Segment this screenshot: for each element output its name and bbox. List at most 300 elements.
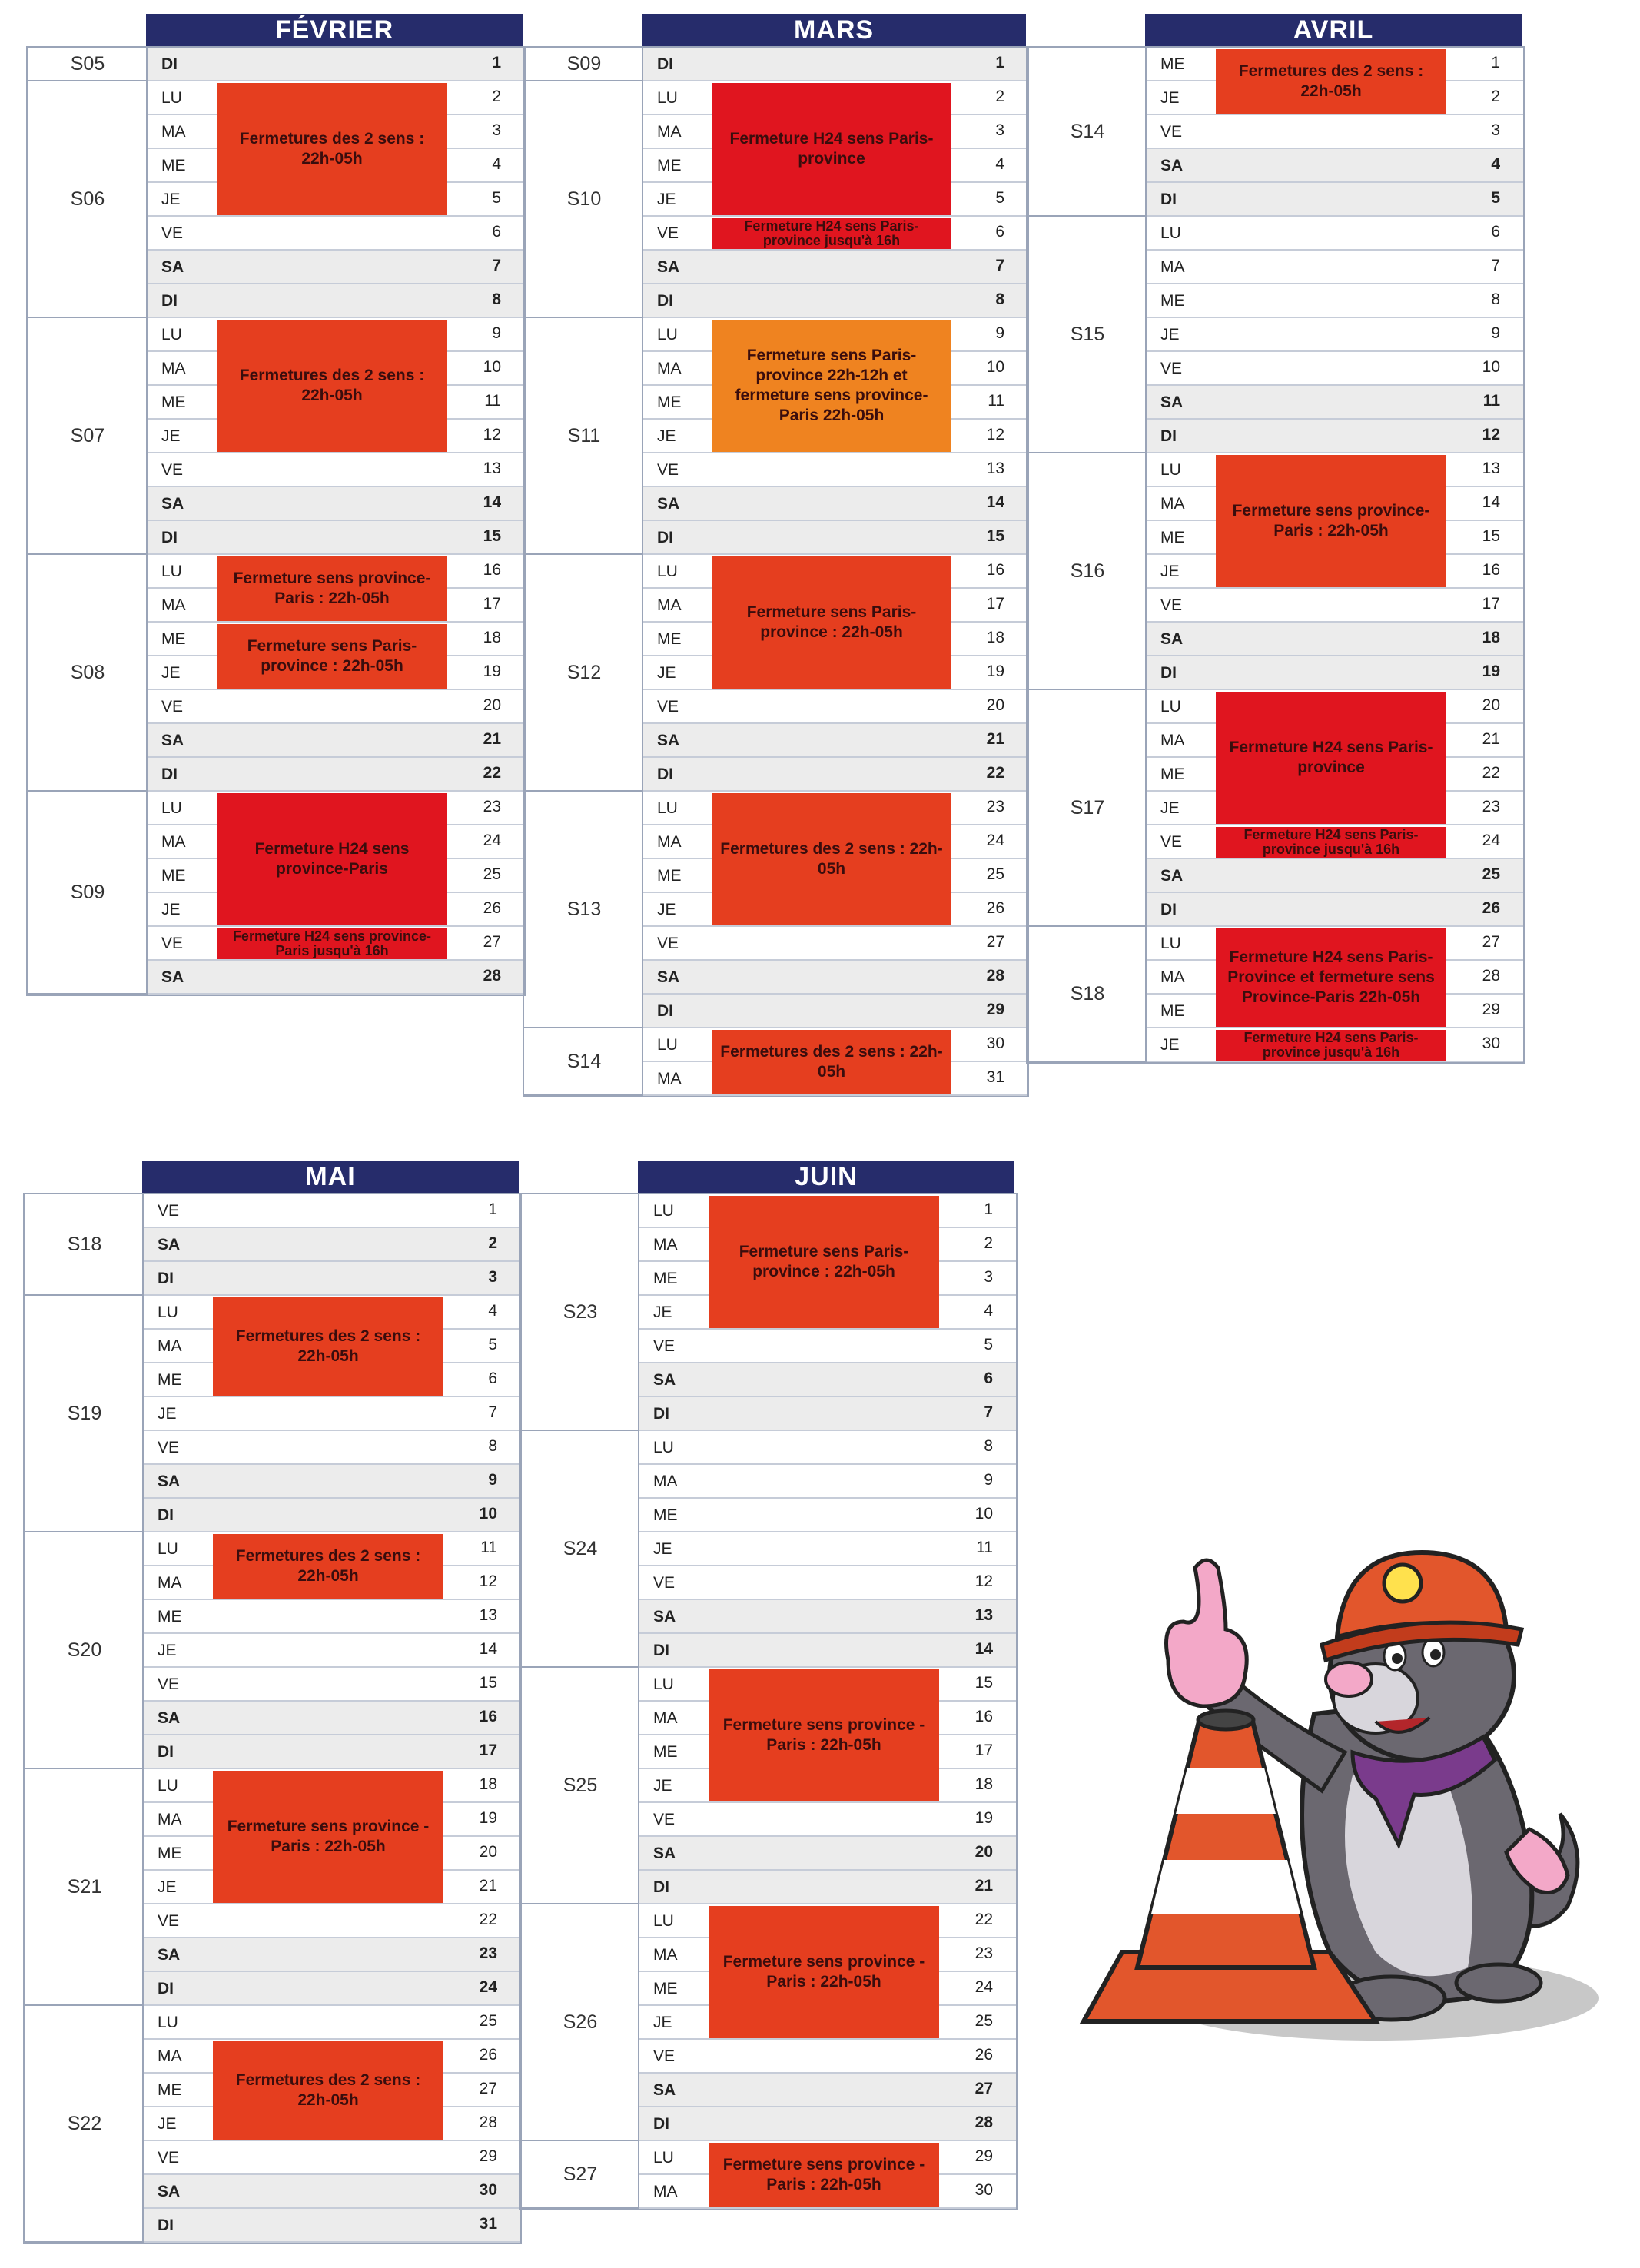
day-row [1147,589,1523,623]
week-label: S17 [1027,690,1147,927]
week-label: S08 [28,555,148,792]
week-label: S19 [25,1296,144,1532]
closure-block [1216,827,1446,858]
closure-text: Fermeture sens Paris-province 22h-12h et fermeture sens province-Paris 22h-05h [735,347,928,424]
day-name: LU [657,326,678,344]
day-number: 5 [995,189,1004,207]
day-name: LU [653,1439,674,1456]
day-number: 14 [1482,493,1500,511]
day-number: 9 [1491,324,1500,342]
day-row [639,1803,1016,1837]
closure-text: Fermeture sens Paris-province : 22h-05h [746,603,917,641]
day-number: 17 [1482,595,1500,613]
day-row [148,961,524,995]
day-number: 27 [479,2080,497,2097]
day-number: 30 [1482,1034,1500,1052]
day-row [144,1228,520,1262]
day-name: DI [161,765,178,783]
day-name: VE [653,1337,676,1355]
day-row [148,251,524,284]
closure-block [217,320,447,452]
day-row [148,284,524,318]
day-name: LU [1160,698,1181,716]
day-number: 10 [974,1505,993,1523]
day-row [144,1194,520,1228]
day-name: ME [657,393,682,411]
day-number: 29 [1482,1001,1500,1018]
closure-block [1216,49,1446,114]
day-number: 15 [479,1674,497,1692]
day-number: 7 [984,1403,993,1421]
day-name: LU [161,89,182,107]
day-number: 23 [479,1944,497,1962]
day-row [144,1972,520,2006]
day-number: 21 [986,730,1004,748]
day-number: 3 [492,121,501,139]
day-name: JE [161,191,181,208]
closure-block [712,83,951,215]
day-row [639,1600,1016,1634]
day-number: 24 [1482,832,1500,849]
day-name: JE [158,1642,177,1659]
day-number: 13 [986,460,1004,477]
day-row [148,217,524,251]
day-number: 19 [1482,662,1500,680]
day-name: SA [161,968,184,986]
day-name: DI [1160,191,1177,208]
day-name: JE [1160,563,1180,580]
day-number: 14 [483,493,501,511]
closure-text: Fermeture H24 sens Paris-province jusqu'à 16h [744,218,919,248]
day-name: MA [657,596,682,614]
day-name: SA [158,1946,181,1964]
day-number: 11 [1482,392,1500,410]
day-name: DI [1160,901,1177,918]
day-number: 19 [483,662,501,680]
day-number: 31 [479,2215,497,2233]
day-row [643,724,1027,758]
day-number: 14 [986,493,1004,511]
week-label: S16 [1027,453,1147,690]
closure-block [217,83,447,215]
days-column [1145,46,1525,1064]
day-name: VE [158,1202,180,1220]
day-row [148,690,524,724]
day-name: JE [158,1878,177,1896]
day-number: 5 [492,189,501,207]
day-number: 20 [974,1843,993,1861]
day-name: JE [653,1540,672,1558]
day-number: 10 [483,358,501,376]
day-row [639,1634,1016,1668]
day-number: 13 [974,1606,993,1624]
day-name: LU [1160,461,1181,479]
closure-block [712,556,951,689]
week-label: S10 [524,81,644,318]
closure-text: Fermeture H24 sens Paris-province [729,130,934,168]
day-name: LU [657,563,678,580]
week-label: S14 [1027,48,1147,217]
day-name: VE [1160,833,1183,851]
day-number: 18 [483,629,501,646]
day-row [144,1397,520,1431]
day-row [148,48,524,81]
day-number: 15 [974,1674,993,1692]
day-name: MA [657,360,682,377]
day-number: 12 [974,1572,993,1590]
day-name: SA [1160,630,1184,648]
day-name: DI [657,292,673,310]
day-number: 24 [483,832,501,849]
day-number: 20 [1482,696,1500,714]
closure-block [712,793,951,925]
day-row [1147,623,1523,656]
closure-text: Fermeture H24 sens Paris-province jusqu'à 16h [1243,827,1419,857]
day-name: ME [653,1743,678,1761]
day-number: 21 [1482,730,1500,748]
month-header: MARS [642,14,1026,46]
day-row [1147,352,1523,386]
day-number: 24 [479,1978,497,1996]
day-number: 14 [479,1640,497,1658]
day-name: LU [653,1202,674,1220]
closure-block [217,928,447,959]
day-row [1147,217,1523,251]
day-name: ME [1160,292,1185,310]
day-number: 11 [480,1539,497,1556]
closure-block [712,320,951,452]
day-name: ME [653,1980,678,1997]
days-column [642,46,1029,1097]
closure-block [1216,1030,1446,1061]
closure-text: Fermetures des 2 sens : 22h-05h [720,840,943,878]
day-row [144,1634,520,1668]
day-name: DI [158,1270,174,1287]
day-row [144,1938,520,1972]
day-number: 17 [974,1742,993,1759]
day-row [148,724,524,758]
day-number: 23 [1482,798,1500,815]
day-name: JE [653,1303,672,1321]
day-name: JE [657,427,676,445]
day-number: 19 [479,1809,497,1827]
day-name: LU [161,799,182,817]
day-number: 29 [479,2147,497,2165]
day-name: DI [158,1980,174,1997]
month-header: MAI [142,1161,519,1193]
day-row [643,521,1027,555]
closure-block [217,624,447,689]
day-name: MA [161,833,186,851]
day-name: VE [158,1675,180,1693]
day-name: MA [161,360,186,377]
day-number: 7 [1491,257,1500,274]
day-row [1147,859,1523,893]
day-name: MA [158,1811,182,1828]
day-number: 3 [995,121,1004,139]
day-name: MA [1160,732,1185,749]
day-row [148,521,524,555]
day-name: ME [657,630,682,648]
day-number: 13 [483,460,501,477]
day-number: 15 [483,527,501,545]
closure-text: Fermetures des 2 sens : 22h-05h [239,130,425,168]
day-name: DI [657,529,673,546]
day-number: 28 [986,967,1004,985]
day-name: VE [653,1811,676,1828]
day-name: VE [657,935,679,952]
day-row [639,1532,1016,1566]
day-name: LU [161,326,182,344]
day-row [1147,318,1523,352]
day-name: VE [657,224,679,242]
closure-text: Fermeture sens province-Paris : 22h-05h [1232,502,1430,540]
day-name: LU [653,1675,674,1693]
day-name: VE [158,2149,180,2167]
day-row [144,1262,520,1296]
day-number: 16 [1482,561,1500,579]
day-name: DI [161,292,178,310]
day-number: 24 [986,832,1004,849]
day-number: 27 [986,933,1004,951]
day-row [144,2175,520,2209]
closure-block [709,1669,939,1801]
day-number: 16 [986,561,1004,579]
week-label: S18 [25,1194,144,1296]
week-label: S18 [1027,927,1147,1062]
day-number: 16 [483,561,501,579]
day-name: JE [161,427,181,445]
day-name: DI [161,529,178,546]
day-number: 17 [986,595,1004,613]
day-name: ME [158,2081,182,2099]
week-label: S12 [524,555,644,792]
day-number: 27 [483,933,501,951]
day-number: 11 [484,392,501,410]
day-name: DI [161,55,178,73]
week-label: S24 [520,1431,640,1668]
day-name: MA [158,1574,182,1592]
day-name: SA [161,495,184,513]
day-number: 22 [1482,764,1500,782]
day-name: ME [158,1371,182,1389]
day-number: 23 [986,798,1004,815]
day-number: 10 [986,358,1004,376]
day-name: SA [1160,393,1184,411]
day-row [144,1465,520,1499]
day-name: ME [161,393,186,411]
day-name: VE [161,935,184,952]
day-name: SA [657,495,680,513]
day-name: LU [657,89,678,107]
day-number: 8 [995,291,1004,308]
day-name: DI [1160,427,1177,445]
day-row [639,1330,1016,1363]
day-number: 6 [1491,223,1500,241]
closure-text: Fermeture sens Paris-province : 22h-05h [739,1243,909,1280]
day-number: 6 [995,223,1004,241]
month-header: AVRIL [1145,14,1522,46]
day-number: 3 [1491,121,1500,139]
day-name: MA [653,1946,678,1964]
day-name: VE [161,224,184,242]
day-number: 19 [974,1809,993,1827]
day-number: 19 [986,662,1004,680]
closure-text: Fermetures des 2 sens : 22h-05h [239,367,425,404]
day-name: MA [657,123,682,141]
day-number: 13 [1482,460,1500,477]
day-number: 24 [974,1978,993,1996]
closure-block [213,1534,443,1599]
day-name: LU [158,1303,178,1321]
day-name: MA [657,833,682,851]
closure-text: Fermetures des 2 sens : 22h-05h [235,2071,421,2109]
day-name: DI [158,2217,174,2234]
day-number: 9 [488,1471,497,1489]
day-number: 16 [479,1708,497,1725]
day-name: ME [657,157,682,174]
closure-block [709,1196,939,1328]
week-label: S27 [520,2141,640,2209]
closure-text: Fermeture H24 sens province-Paris jusqu'à 16h [232,928,432,958]
day-name: MA [158,2047,182,2065]
day-number: 20 [483,696,501,714]
day-number: 28 [483,967,501,985]
day-name: SA [653,1371,676,1389]
week-label: S26 [520,1904,640,2141]
day-number: 18 [986,629,1004,646]
day-row [639,1363,1016,1397]
day-row [1147,149,1523,183]
day-name: ME [657,867,682,885]
day-name: VE [1160,596,1183,614]
day-row [1147,386,1523,420]
day-number: 16 [974,1708,993,1725]
day-number: 25 [974,2012,993,2030]
day-name: SA [158,1236,181,1254]
closure-block [1216,692,1446,824]
day-number: 15 [986,527,1004,545]
week-label: S22 [25,2006,144,2243]
closure-text: Fermetures des 2 sens : 22h-05h [235,1327,421,1365]
day-name: MA [657,1070,682,1088]
day-number: 17 [479,1742,497,1759]
closure-text: Fermeture sens province - Paris : 22h-05h [227,1818,430,1855]
week-label: S23 [520,1194,640,1431]
day-row [144,1702,520,1735]
day-name: SA [657,968,680,986]
day-number: 23 [974,1944,993,1962]
day-row [639,2040,1016,2074]
day-row [144,1431,520,1465]
day-row [639,1837,1016,1871]
day-name: LU [653,1912,674,1930]
day-row [643,927,1027,961]
day-number: 1 [984,1200,993,1218]
week-label: S14 [524,1028,644,1096]
day-number: 2 [492,88,501,105]
day-name: DI [657,1002,673,1020]
day-number: 8 [1491,291,1500,308]
day-name: VE [653,1574,676,1592]
week-column [519,1193,640,2210]
day-number: 6 [488,1370,497,1387]
day-number: 26 [986,899,1004,917]
day-number: 15 [1482,527,1500,545]
day-row [144,1904,520,1938]
day-row [144,2141,520,2175]
day-number: 4 [995,155,1004,173]
closure-text: Fermetures des 2 sens : 22h-05h [1238,62,1424,100]
closure-text: Fermeture sens province - Paris : 22h-05h [722,2156,925,2193]
day-row [1147,251,1523,284]
day-row [639,2107,1016,2141]
day-name: LU [161,563,182,580]
day-name: SA [653,1608,676,1625]
day-name: MA [653,1709,678,1727]
day-name: LU [158,1777,178,1795]
week-column [26,46,148,996]
day-name: SA [158,1473,181,1490]
day-number: 13 [479,1606,497,1624]
day-number: 4 [1491,155,1500,173]
days-column [142,1193,522,2244]
day-row [144,2209,520,2243]
closure-text: Fermetures des 2 sens : 22h-05h [720,1043,943,1081]
day-number: 12 [986,426,1004,443]
closure-block [213,1771,443,1903]
day-number: 2 [984,1234,993,1252]
day-name: DI [158,1743,174,1761]
day-number: 18 [974,1775,993,1793]
day-name: SA [653,1845,676,1862]
day-name: MA [1160,495,1185,513]
day-number: 26 [483,899,501,917]
week-label: S25 [520,1668,640,1904]
closure-block [709,2143,939,2207]
day-name: SA [158,2183,181,2200]
week-column [523,46,644,1097]
day-row [1147,656,1523,690]
closure-text: Fermeture H24 sens province-Paris [254,840,410,878]
mole-worker-thumbs-up-icon [1053,1522,1606,2075]
day-name: JE [161,664,181,682]
week-label: S11 [524,318,644,555]
day-number: 26 [974,2046,993,2064]
week-label: S21 [25,1769,144,2006]
day-number: 3 [984,1268,993,1286]
day-name: VE [158,1439,180,1456]
day-row [144,1499,520,1532]
closure-block [1216,455,1446,587]
day-name: JE [657,191,676,208]
week-label: S15 [1027,217,1147,453]
closure-text: Fermeture sens province-Paris : 22h-05h [233,569,431,607]
day-number: 28 [479,2114,497,2131]
week-label: S06 [28,81,148,318]
day-name: ME [158,1608,182,1625]
day-name: DI [657,55,673,73]
day-number: 4 [488,1302,497,1320]
day-number: 10 [1482,358,1500,376]
day-name: MA [653,1236,678,1254]
day-name: SA [657,732,680,749]
day-name: DI [653,1405,669,1423]
day-name: VE [161,461,184,479]
closure-block [217,556,447,621]
day-row [148,453,524,487]
day-name: VE [657,461,679,479]
